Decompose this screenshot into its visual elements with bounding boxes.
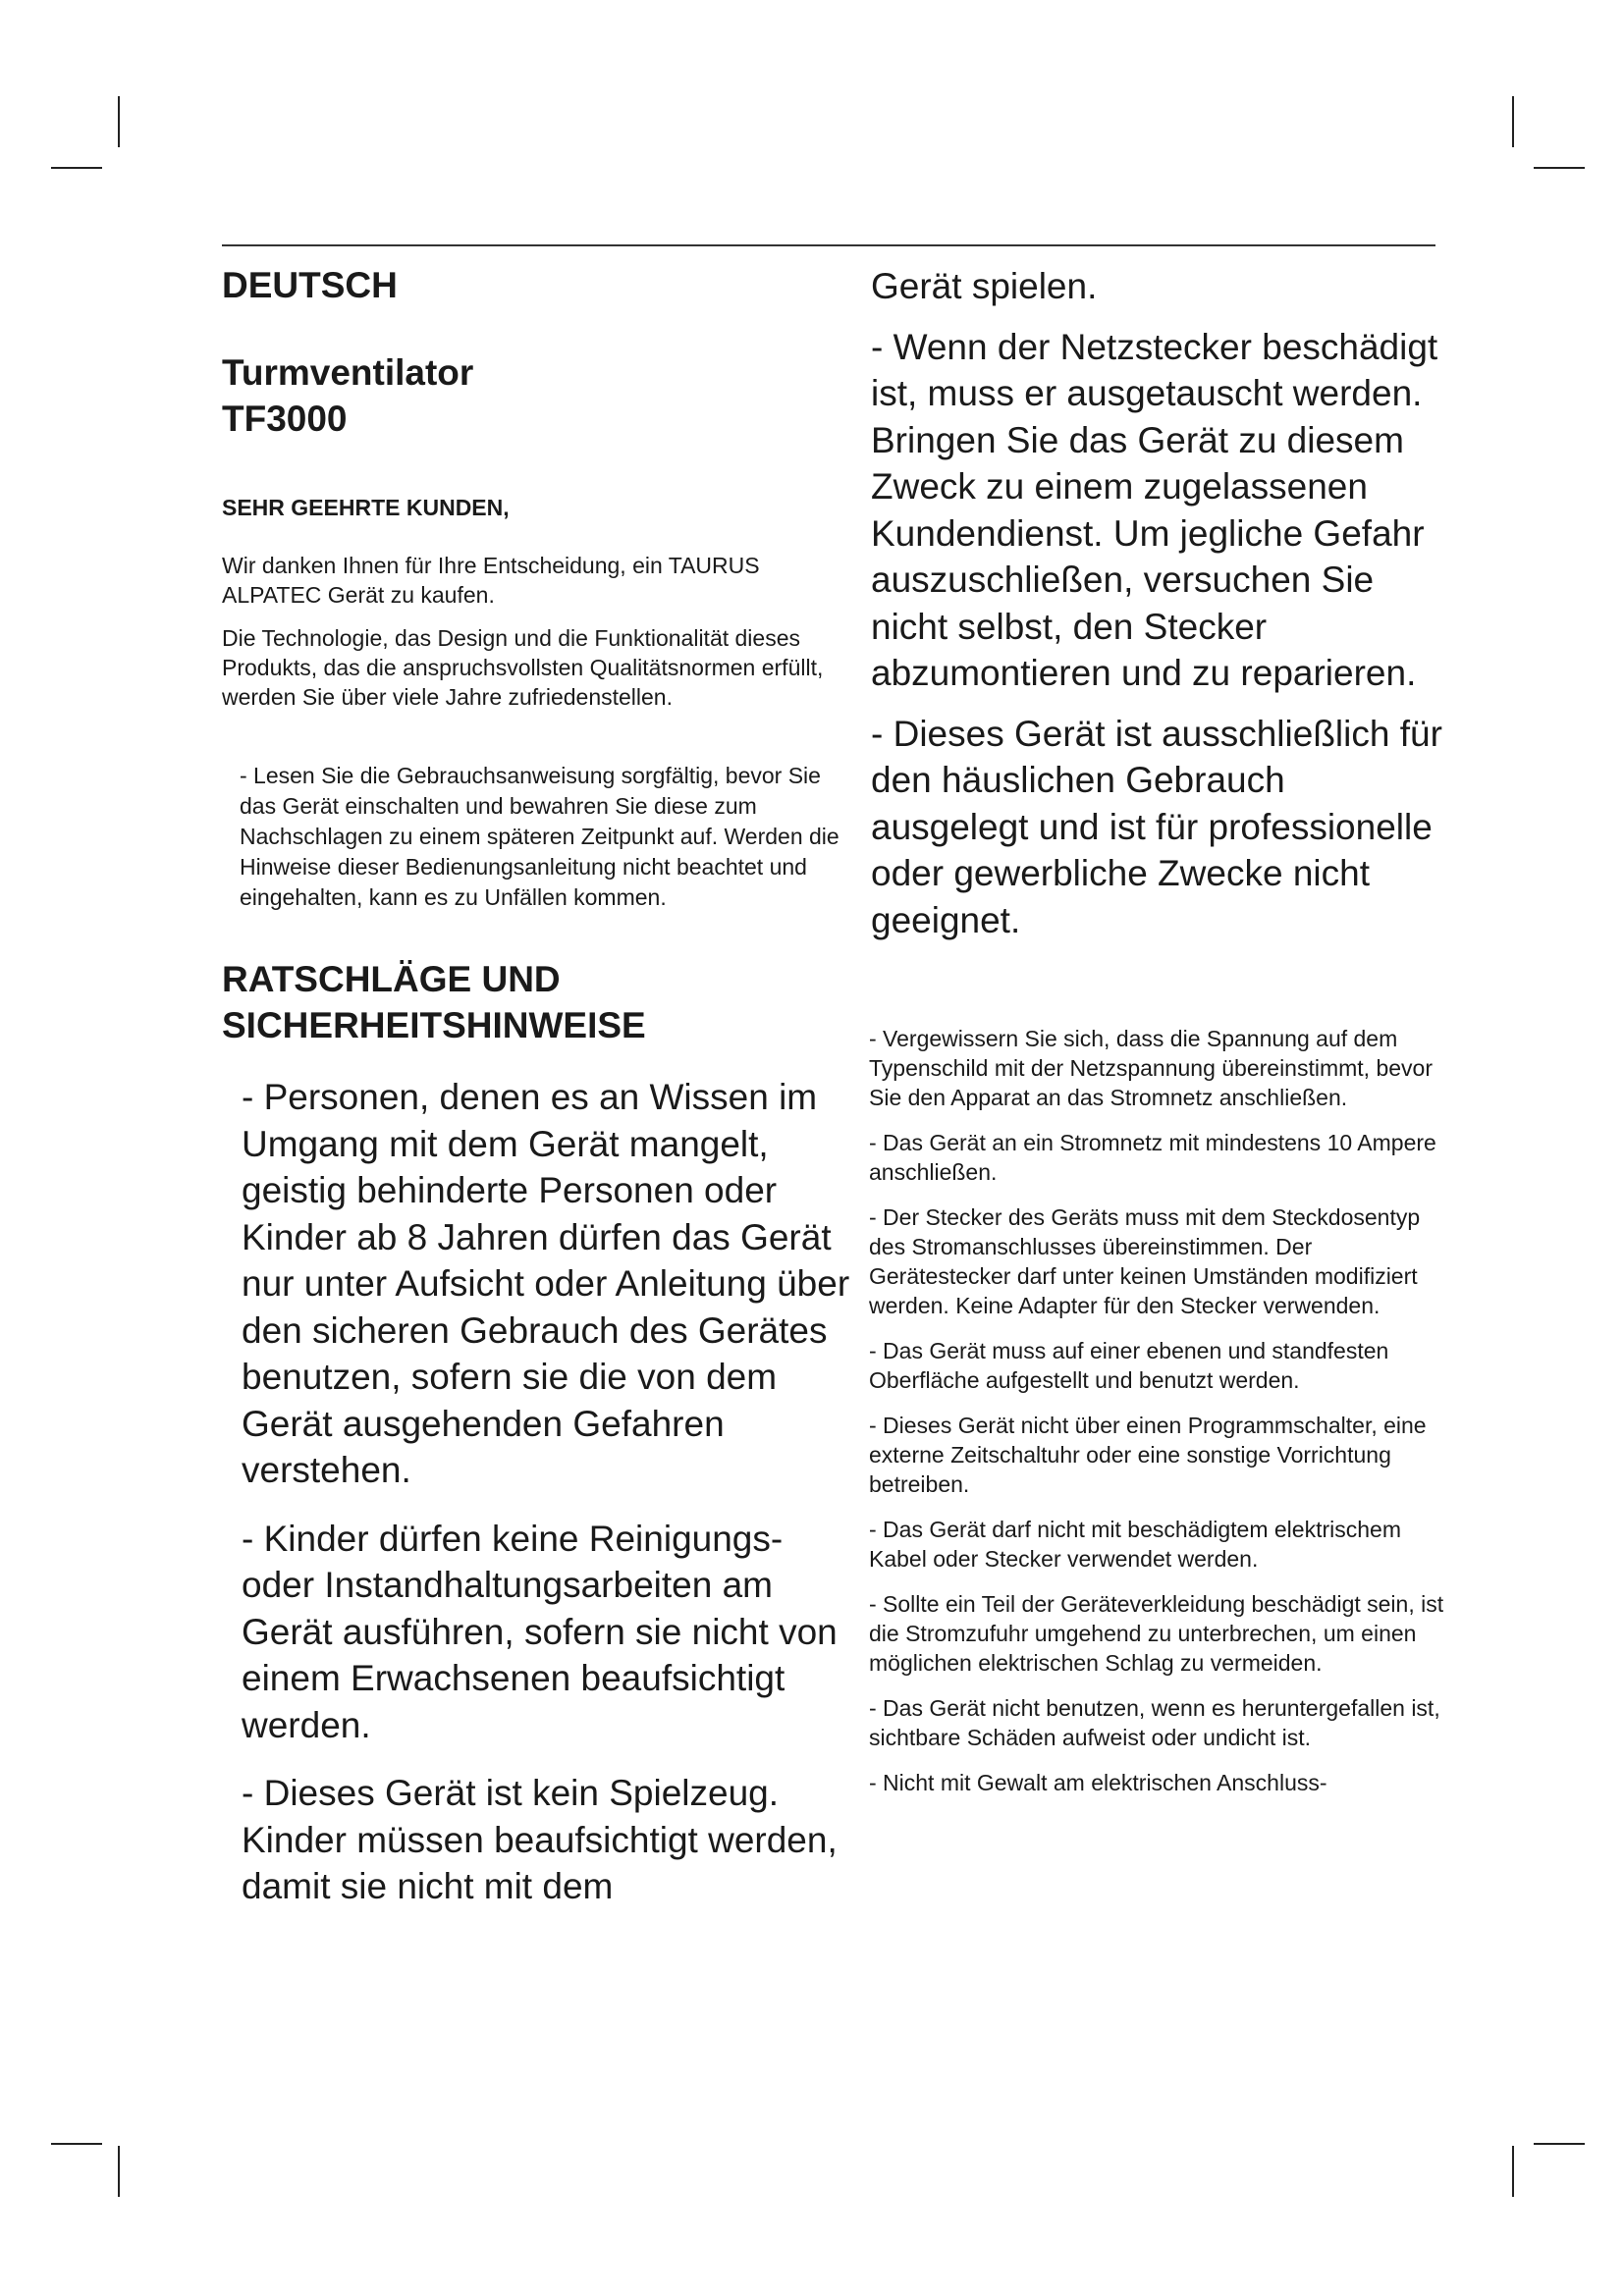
warning-item: - Dieses Gerät ist kein Spielzeug. Kinder müssen beaufsichtigt werden, damit sie nicht mit dem [242,1773,838,1906]
language-heading: DEUTSCH [222,265,398,305]
read-manual-paragraph: - Lesen Sie die Gebrauchsanweisung sorgfältig, bevor Sie das Gerät einschalten und bewahren Sie diese zum Nachschlagen zu einem späteren Zeitpunkt auf. Werden die Hinweise dieser Bedienungsanleitung nicht beachtet und eingehalten, kann es zu Unfällen kommen. [240,763,839,910]
warning-item: - Dieses Gerät ist ausschließlich für den häuslichen Gebrauch ausgelegt und ist für professionelle oder gewerbliche Zwecke nicht geeignet. [871,713,1442,940]
crop-mark-top-right-vertical [1512,96,1514,147]
right-column [860,257,1449,1797]
warning-item: - Nicht mit Gewalt am elektrischen Anschluss- [869,1770,1327,1795]
crop-mark-top-left-vertical [118,96,120,147]
product-name: Turmventilator [222,352,474,393]
warning-item: - Das Gerät nicht benutzen, wenn es heruntergefallen ist, sichtbare Schäden aufweist oder undicht ist. [869,1695,1440,1750]
warning-item: - Das Gerät an ein Stromnetz mit mindestens 10 Ampere anschließen. [869,1130,1436,1185]
warning-item: - Kinder dürfen keine Reinigungs- oder Instandhaltungsarbeiten am Gerät ausführen, sofern sie nicht von einem Erwachsenen beaufsichtigt werden. [242,1518,838,1745]
product-title [222,349,850,442]
warning-item-continued: Gerät spielen. [871,266,1098,306]
header-rule [222,244,1435,246]
product-model: TF3000 [222,399,348,439]
warning-item: - Sollte ein Teil der Geräteverkleidung beschädigt sein, ist die Stromzufuhr umgehend zu unterbrechen, um einen möglichen elektrischen Schlag zu vermeiden. [869,1591,1444,1676]
safety-heading: RATSCHLÄGE UND SICHERHEITSHINWEISE [222,959,646,1045]
technology-paragraph: Die Technologie, das Design und die Funktionalität dieses Produkts, das die anspruchsvollsten Qualitätsnormen erfüllt, werden Sie über viele Jahre zufriedenstellen. [222,625,824,710]
warning-item: - Vergewissern Sie sich, dass die Spannung auf dem Typenschild mit der Netzspannung übereinstimmt, bevor Sie den Apparat an das Stromnetz anschließen. [869,1026,1434,1110]
crop-mark-bottom-right-horizontal [1534,2143,1585,2145]
crop-mark-top-right-horizontal [1534,167,1585,169]
left-column [222,257,850,1910]
crop-mark-bottom-right-vertical [1512,2146,1514,2197]
warning-item: - Dieses Gerät nicht über einen Programmschalter, eine externe Zeitschaltuhr oder eine sonstige Vorrichtung betreiben. [869,1413,1427,1497]
thanks-paragraph: Wir danken Ihnen für Ihre Entscheidung, ein TAURUS ALPATEC Gerät zu kaufen. [222,553,760,608]
crop-mark-bottom-left-horizontal [51,2143,102,2145]
warning-item: - Wenn der Netzstecker beschädigt ist, muss er ausgetauscht werden. Bringen Sie das Gerät zu diesem Zweck zu einem zugelassenen Kundendienst. Um jegliche Gefahr auszuschließen, versuchen Sie nicht selbst, den Stecker abzumontieren und zu reparieren. [871,326,1438,693]
crop-mark-bottom-left-vertical [118,2146,120,2197]
greeting: SEHR GEEHRTE KUNDEN, [222,495,510,520]
warning-item: - Das Gerät darf nicht mit beschädigtem elektrischem Kabel oder Stecker verwendet werden. [869,1517,1401,1572]
left-large-warnings [222,1074,850,1910]
warning-item: - Personen, denen es an Wissen im Umgang mit dem Gerät mangelt, geistig behinderte Personen oder Kinder ab 8 Jahren dürfen das Gerät nur unter Aufsicht oder Anleitung über den sicheren Gebrauch des Gerätes benutzen, sofern sie die von dem Gerät ausgehenden Gefahren verstehen. [242,1077,850,1490]
right-small-warnings [860,1024,1449,1797]
crop-mark-top-left-horizontal [51,167,102,169]
warning-item: - Das Gerät muss auf einer ebenen und standfesten Oberfläche aufgestellt und benutzt werden. [869,1338,1389,1393]
warning-item: - Der Stecker des Geräts muss mit dem Steckdosentyp des Stromanschlusses übereinstimmen. Der Gerätestecker darf unter keinen Umständen modifiziert werden. Keine Adapter für den Stecker verwenden. [869,1204,1421,1318]
